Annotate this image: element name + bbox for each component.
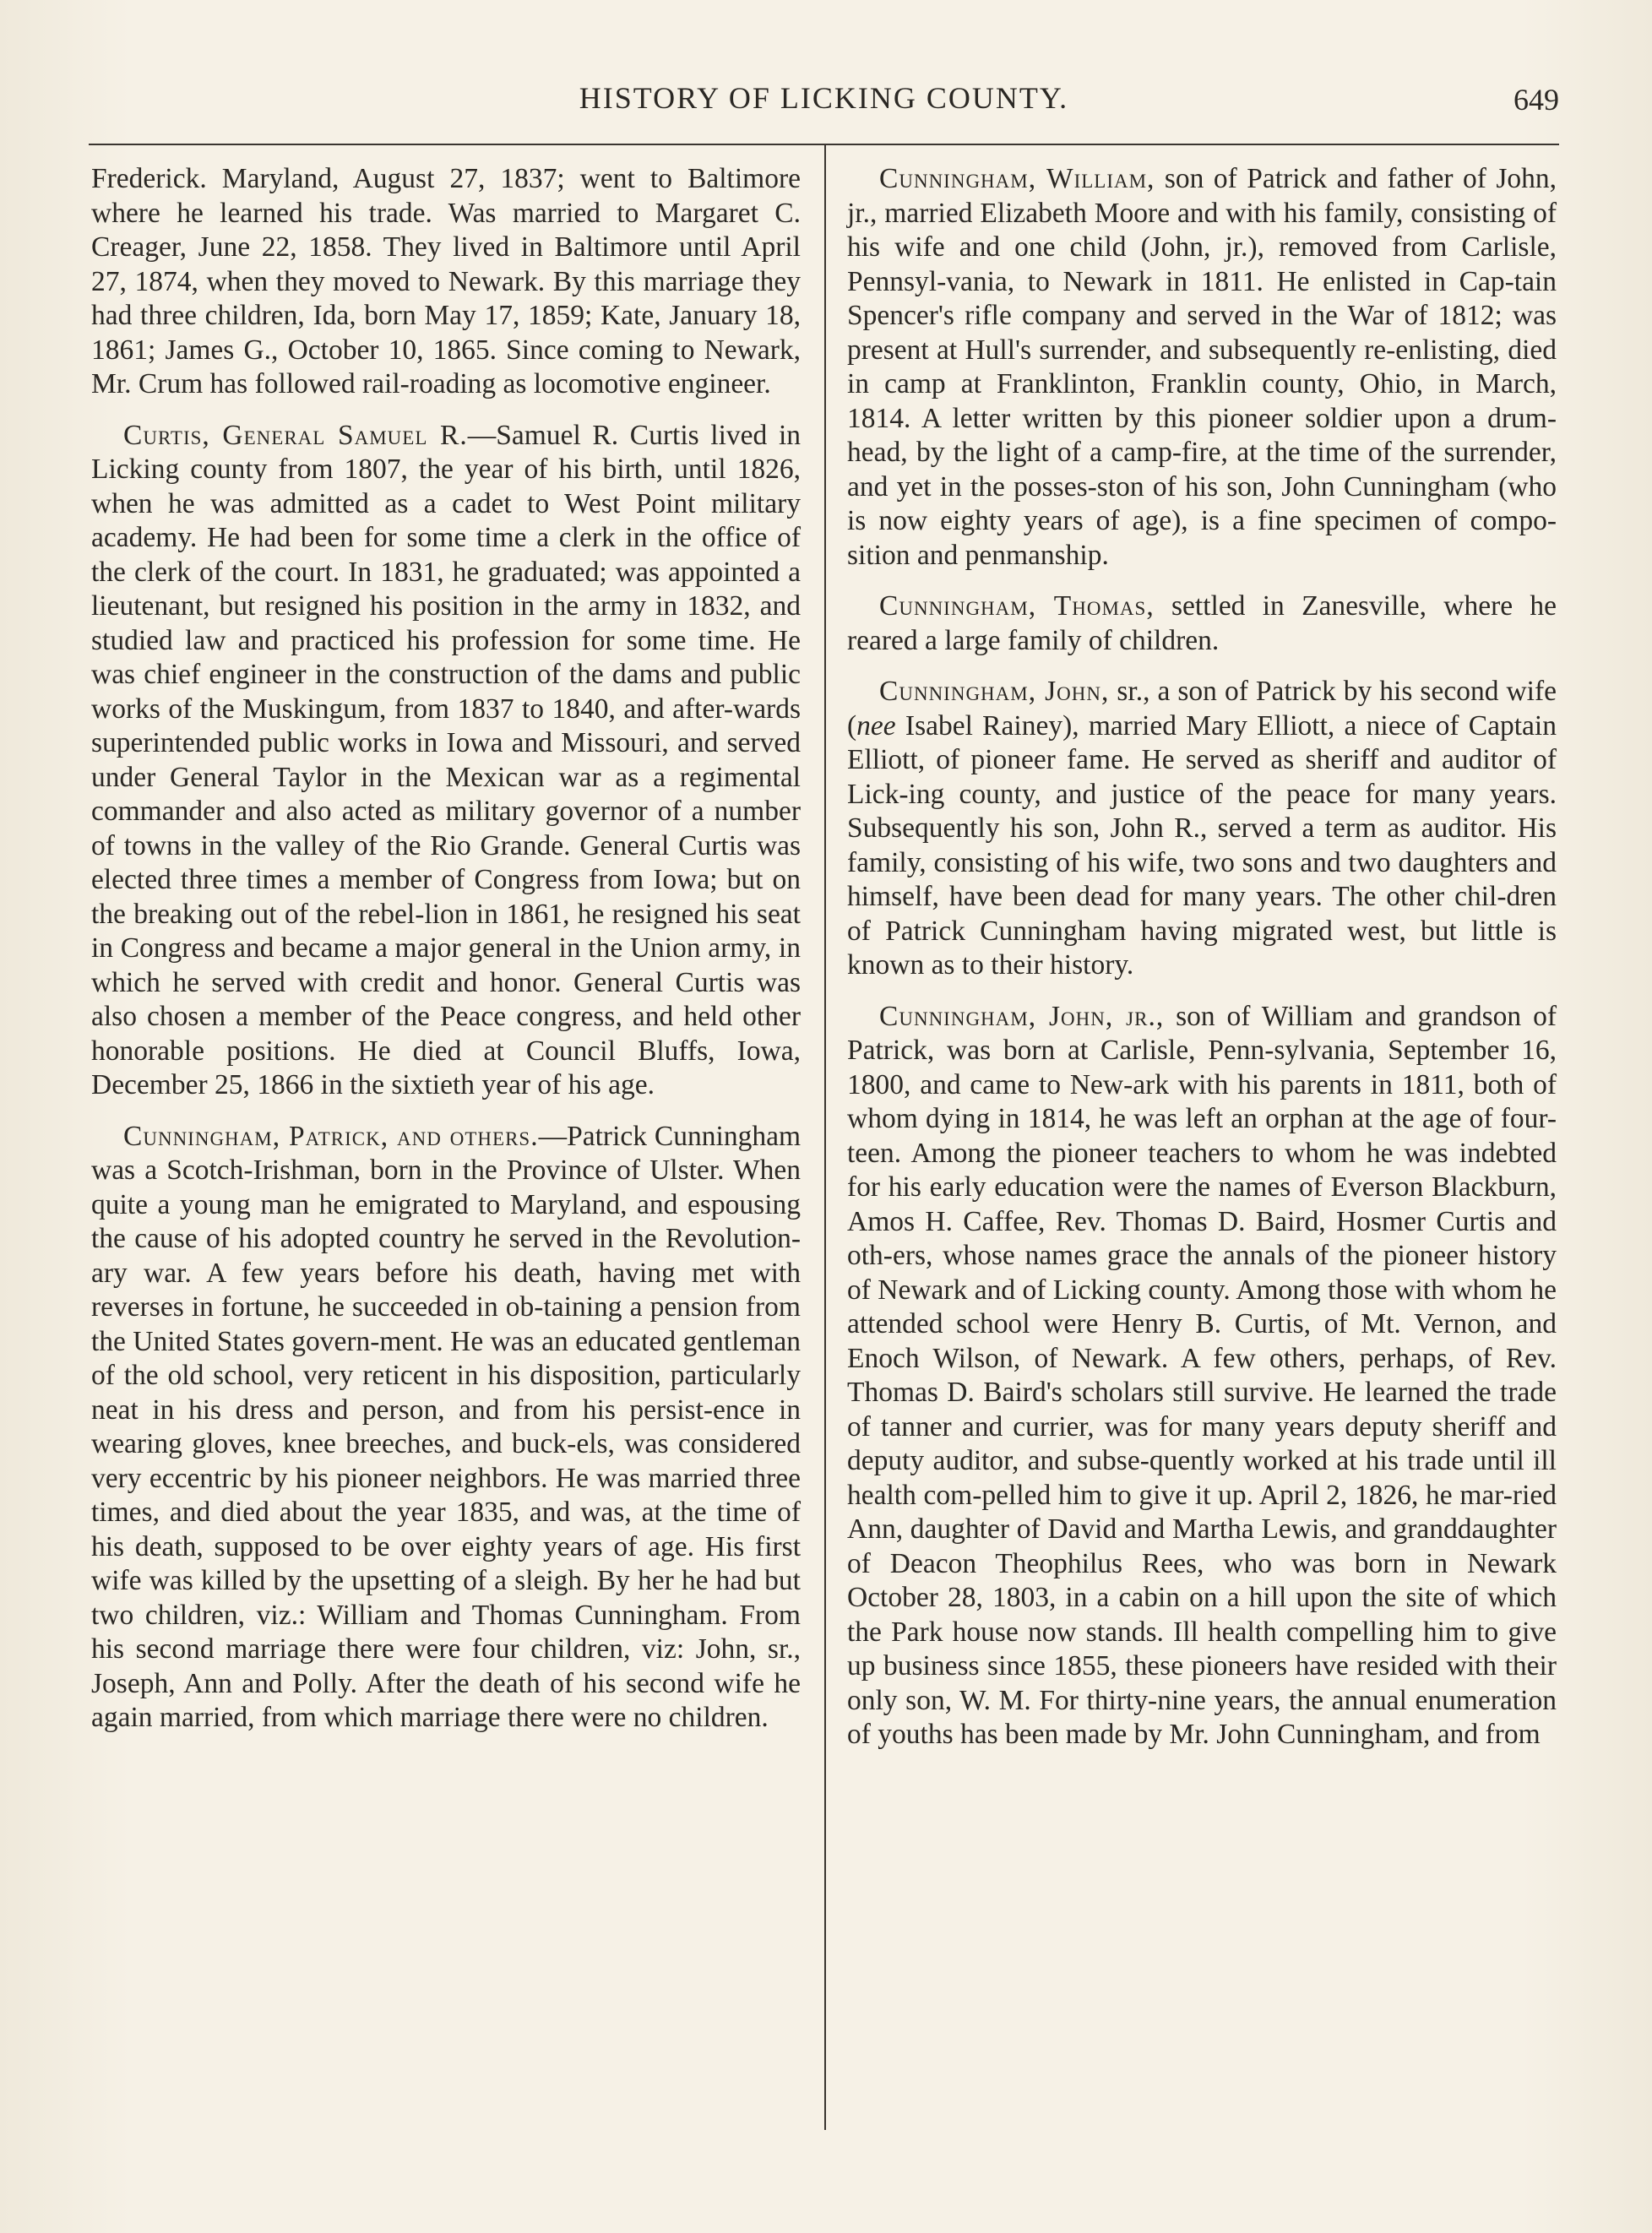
entry-cunningham-thomas <box>847 589 1557 658</box>
entry-name: Cunningham, John, <box>879 676 1110 707</box>
left-column <box>91 162 801 1752</box>
entry-text: —Samuel R. Curtis lived in Licking county from 1807, the year of his birth, until 1826, when he was admitted as a cadet to West Point military academy. He had been for some time a clerk in the office of the clerk of the court. In 1831, he graduated; was appointed a lieutenant, but resigned his position in the army in 1832, and studied law and practiced his profession for some time. He was chief engineer in the construction of the dams and public works of the Muskingum, from 1837 to 1840, and after-wards superintended public works in Iowa and Missouri, and served under General Taylor in the Mexican war as a regimental commander and also acted as military governor of a number of towns in the valley of the Rio Grande. General Curtis was elected three times a member of Congress from Iowa; but on the breaking out of the rebel-lion in 1861, he resigned his seat in Congress and became a major general in the Union army, in which he served with credit and honor. General Curtis was also chosen a member of the Peace congress, and held other honorable positions. He died at Council Bluffs, Iowa, December 25, 1866 in the sixtieth year of his age. <box>91 419 802 1100</box>
entry-text: sr., a son of Patrick by his second wife ( <box>847 676 1557 742</box>
entry-cunningham-william <box>847 162 1557 573</box>
entry-text: son of Patrick and father of John, jr., married Elizabeth Moore and with his family, consisting of his wife and one child (John, jr.), removed from Carlisle, Pennsyl-vania, to Newark in 1811. He enlisted in Cap-tain Spencer's rifle company and served in the War of 1812; was present at Hull's surrender, and subsequently re-enlisting, died in camp at Franklinton, Franklin county, Ohio, in March, 1814. A letter written by this pioneer soldier upon a drum-head, by the light of a camp-fire, at the time of the surrender, and yet in the posses-ston of his son, John Cunningham (who is now eighty years of age), is a fine specimen of compo-sition and penmanship. <box>847 163 1557 571</box>
entry-text: son of William and grandson of Patrick, was born at Carlisle, Penn-sylvania, September 16, 1800, and came to New-ark with his parents in 1811, both of whom dying in 1814, he was left an orphan at the age of four-teen. Among the pioneer teachers to whom he was indebted for his early education were the names of Everson Blackburn, Amos H. Caffee, Rev. Thomas D. Baird, Hosmer Curtis and oth-ers, whose names grace the annals of the pioneer history of Newark and of Licking county. Among those with whom he attended school were Henry B. Curtis, of Mt. Vernon, and Enoch Wilson, of Newark. A few others, perhaps, of Rev. Thomas D. Baird's scholars still survive. He learned the trade of tanner and currier, was for many years deputy sheriff and deputy auditor, and subse-quently worked at his trade until ill health com-pelled him to give it up. April 2, 1826, he mar-ried Ann, daughter of David and Martha Lewis, and granddaughter of Deacon Theophilus Rees, who was born in Newark October 28, 1803, in a cabin on a hill upon the site of which the Park house now stands. Ill health compelling him to give up business since 1855, these pioneers have resided with their only son, W. M. For thirty-nine years, the annual enumeration of youths has been made by Mr. John Cunningham, and from <box>847 1000 1557 1750</box>
entry-text: settled in Zanesville, where he reared a large family of children. <box>847 590 1557 656</box>
page-number: 649 <box>1513 83 1559 117</box>
entry-cunningham-john-sr <box>847 675 1557 983</box>
running-title: HISTORY OF LICKING COUNTY. <box>579 81 1069 115</box>
entry-cunningham-john-jr <box>847 1000 1557 1752</box>
entry-name: Cunningham, William, <box>879 163 1155 194</box>
nee-italic: nee <box>856 709 896 742</box>
paragraph-text: Frederick. Maryland, August 27, 1837; went to Baltimore where he learned his trade. Was married to Margaret C. Creager, June 22, 1858. They lived in Baltimore until April 27, 1874, when they moved to Newark. By this marriage they had three children, Ida, born May 17, 1859; Kate, January 18, 1861; James G., October 10, 1865. Since coming to Newark, Mr. Crum has followed rail-roading as locomotive engineer. <box>91 163 801 399</box>
entry-name: Cunningham, John, jr., <box>879 1000 1165 1032</box>
entry-curtis-samuel <box>91 419 801 1103</box>
entry-name: Cunningham, Thomas, <box>879 590 1155 622</box>
column-divider <box>824 145 826 2130</box>
right-column <box>847 162 1557 1769</box>
entry-name: Cunningham, Patrick, and others. <box>123 1120 539 1152</box>
entry-name: Curtis, General Samuel R. <box>123 419 468 451</box>
paragraph-crum-continued <box>91 162 801 402</box>
running-head <box>89 80 1559 122</box>
entry-text-continued: Isabel Rainey), married Mary Elliott, a niece of Captain Elliott, of pioneer fame. He served as sheriff and auditor of Lick-ing county, and justice of the peace for many years. Subsequently his son, John R., served a term as auditor. His family, consisting of his wife, two sons and two daughters and himself, have been dead for many years. The other chil-dren of Patrick Cunningham having migrated west, but little is known as to their history. <box>847 709 1557 981</box>
entry-cunningham-patrick <box>91 1120 801 1736</box>
entry-text: —Patrick Cunningham was a Scotch-Irishman, born in the Province of Ulster. When quite a young man he emigrated to Maryland, and espousing the cause of his adopted country he served in the Revolution-ary war. A few years before his death, having met with reverses in fortune, he succeeded in ob-taining a pension from the United States govern-ment. He was an educated gentleman of the old school, very reticent in his disposition, particularly neat in his dress and person, and from his persist-ence in wearing gloves, knee breeches, and buck-els, was considered very eccentric by his pioneer neighbors. He was married three times, and died about the year 1835, and was, at the time of his death, supposed to be over eighty years of age. His first wife was killed by the upsetting of a sleigh. By her he had but two children, viz.: William and Thomas Cunningham. From his second marriage there were four children, viz: John, sr., Joseph, Ann and Polly. After the death of his second wife he again married, from which marriage there were no children. <box>91 1120 802 1733</box>
